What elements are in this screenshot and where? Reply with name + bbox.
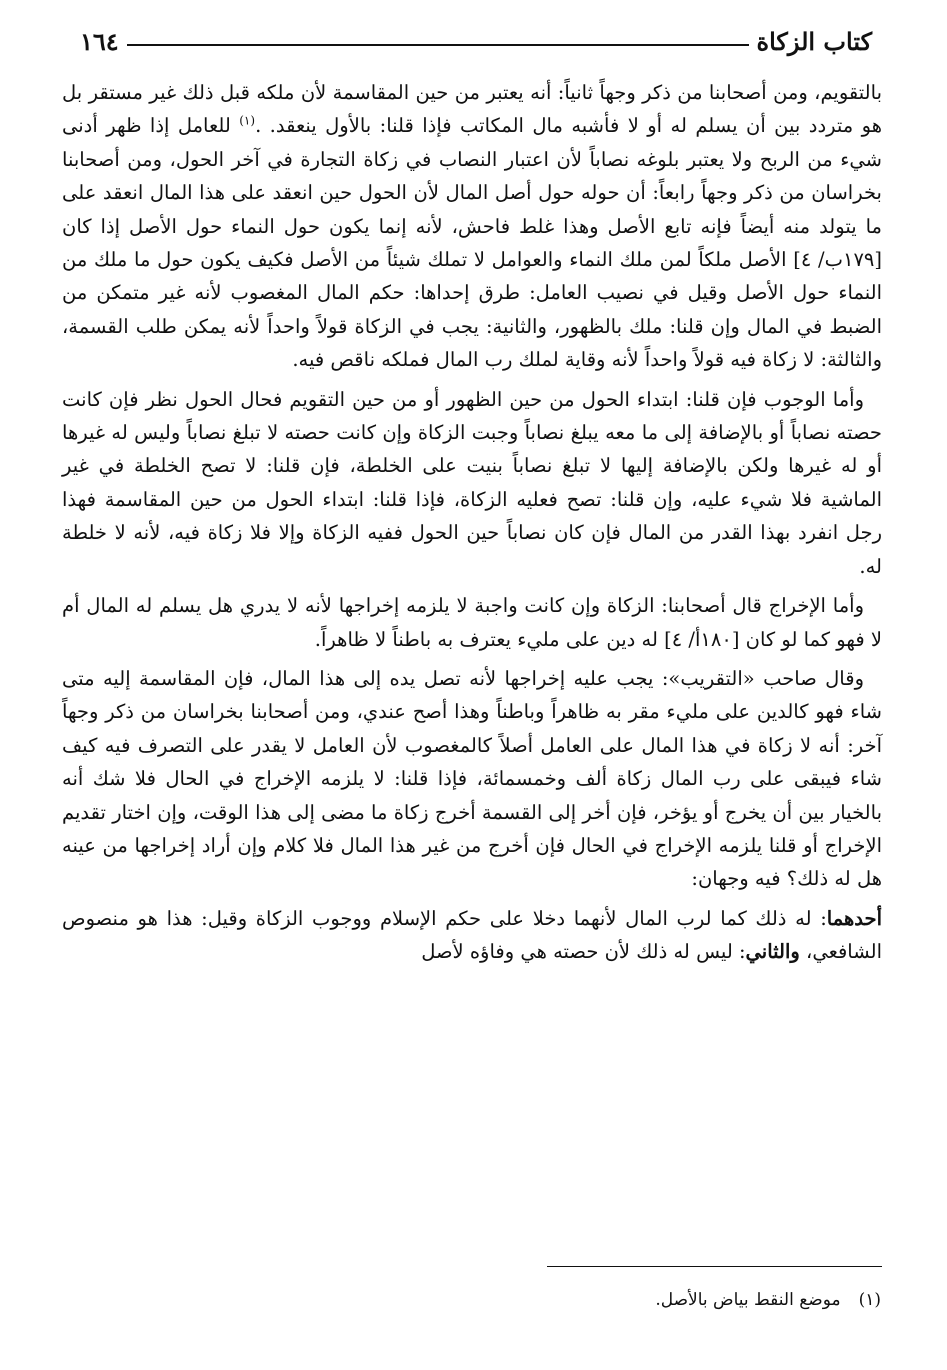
paragraph-4: وقال صاحب «التقريب»: يجب عليه إخراجها لأنه تصل يده إلى هذا المال، فإن المقاسمة إليه متى شاء فهو كالدين على مليء مقر به ظاهراً وباطناً وهذا أصح عندي، ومن أصحابنا بخراسان من ذكر وجهاً آخر: أنه لا زكاة في هذا المال على العامل أصلاً كالمغصوب لأن العامل لا يقدر على التصرف فيه كيف شاء فيبقى على رب المال زكاة ألف وخمسمائة، فإذا قلنا: لا يلزمه الإخراج في الحال فلا شك أنه بالخيار بين أن يخرج أو يؤخر، فإن أخر إلى القسمة أخرج زكاة ما مضى إلى هذا الوقت، وإن اختار تقديم الإخراج أو قلنا يلزمه الإخراج في الحال فإن أخرج من غير هذا المال فلا كلام وإن أراد إخراجها من عينه هل له ذلك؟ فيه وجهان: [62,666,882,891]
footnote-text: موضع النقط بياض بالأصل. [655,1290,841,1310]
footnote-marker: (١) [858,1290,881,1310]
paragraph-1 [62,76,882,377]
paragraph-5 [62,902,882,969]
second-view-label: والثاني [745,940,800,964]
paragraph-1-end: للعامل إذا ظهر أدنى شيء من الربح ولا يعتبر بلوغه نصاباً لأن اعتبار النصاب في زكاة التجارة في آخر الحول، ومن أصحابنا بخراسان من ذكر وجهاً رابعاً: أن حوله حول أصل المال لأن الحول حين انعقد على هذا المال انعقد على ما يتولد منه أيضاً فإنه تابع الأصل وهذا غلط فاحش، لأنه إنما يكون حول النماء حول الأصل إذا كان [١٧٩ب/ ٤] الأصل ملكاً لمن ملك النماء والعوامل لا تملك شيئاً من الأصل فكيف يكون حول ما ملك من النماء حول الأصل وقيل في نصيب العامل: طرق إحداها: حكم المال المغصوب لأنه غير متمكن من الضبط في المال وإن قلنا: ملك بالظهور، والثانية: يجب في الزكاة قولاً واحداً لأنه يمكن طلب القسمة، والثالثة: لا زكاة فيه قولاً واحداً لأنه وقاية لملك رب المال فملكه ناقص فيه. [62,114,882,372]
second-view-text: : ليس له ذلك لأن حصته هي وفاؤه لأصل [421,940,746,964]
running-title: كتاب الزكاة [756,26,872,56]
footnote-rule [547,1266,882,1267]
paragraph-3: وأما الإخراج قال أصحابنا: الزكاة وإن كانت واجبة لا يلزمه إخراجها لأنه لا يدري هل يسلم له المال أم لا فهو كما لو كان [١٨٠أ/ ٤] له دين على مليء يعترف به باطناً لا ظاهراً. [62,594,882,651]
body-text [62,76,882,975]
footnote-reference: (١) [239,113,256,128]
first-view-label: أحدهما [826,906,882,930]
paragraph-2: وأما الوجوب فإن قلنا: ابتداء الحول من حين الظهور أو من حين التقويم فحال الحول نظر فإن كانت حصته نصاباً أو بالإضافة إلى ما معه يبلغ نصاباً وجبت الزكاة وإن كانت حصته لا تبلغ نصاباً وليس له غيرها أو له غيرها ولكن بالإضافة إليها لا تبلغ نصاباً بنيت على الخلطة، فإن قلنا: لا تصح الخلطة في غير الماشية فلا شيء عليه، وإن قلنا: تصح فعليه الزكاة، فإذا قلنا: ابتداء الحول من حين المقاسمة فهذا رجل انفرد بهذا القدر من المال فإن كان نصاباً حين الحول ففيه الزكاة وإلا فلا زكاة فيه، لأنه لا خلطة له. [62,387,882,578]
page-number: ١٦٤ [80,26,119,56]
first-view-text: : له ذلك كما لرب المال لأنهما دخلا على حكم الإسلام ووجوب الزكاة وقيل: هذا هو منصوص الشافعي، [62,906,882,964]
paragraph-1-start: بالتقويم، ومن أصحابنا من ذكر وجهاً ثانياً: أنه يعتبر من حين المقاسمة لأن ملكه قبل ذلك غير مستقر بل هو متردد بين أن يسلم له أو لا فأشبه مال المكاتب فإذا قلنا: بالأول ينعقد. . [62,81,882,138]
header-rule [127,44,749,46]
footnote [655,1288,881,1312]
page-header [68,22,880,60]
